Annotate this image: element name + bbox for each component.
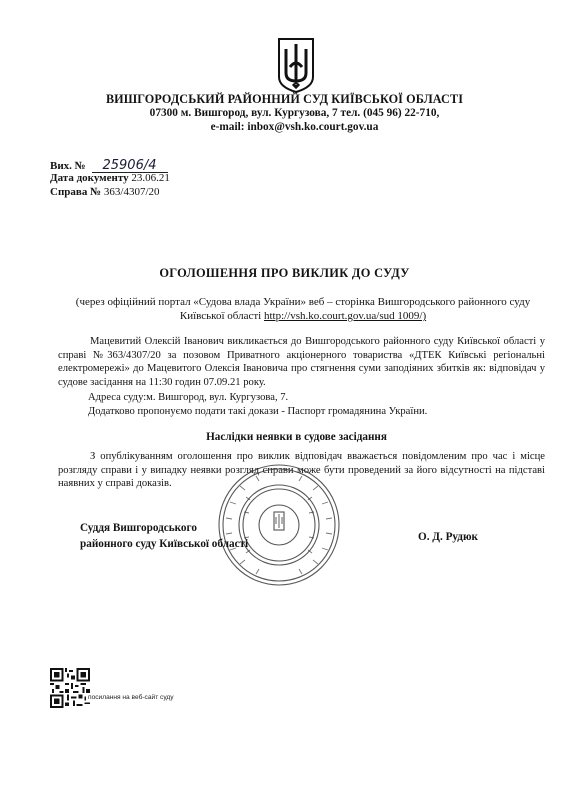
qr-code-icon[interactable] — [50, 668, 90, 708]
judge-title-line1: Суддя Вишгородського — [80, 522, 197, 534]
outgoing-number — [50, 158, 157, 173]
outgoing-number-label: Вих. № — [50, 160, 86, 172]
document-date-label: Дата документу — [50, 172, 129, 184]
consequences-heading: Наслідки неявки в судове засідання — [206, 431, 387, 443]
court-email: e-mail: inbox@vsh.ko.court.gov.ua — [210, 121, 379, 133]
consequences-paragraph: З опублікуванням оголошення про виклик відповідач вважається повідомленим про час і місце розгляду справи і у випадку неявки розгляд справи може бути проведений за його відсутності на підставі наявних у справі доказів. — [58, 451, 545, 490]
document-title: ОГОЛОШЕННЯ ПРО ВИКЛИК ДО СУДУ — [159, 266, 410, 280]
document-date — [50, 172, 170, 184]
portal-note-text: (через офіційний портал «Судова влада України» веб – сторінка Вишгородського районного суду Київської області — [75, 296, 531, 322]
case-number-value: 363/4307/20 — [103, 186, 160, 198]
judge-name: О. Д. Рудюк — [418, 531, 478, 543]
judge-title-line2: районного суду Київської області — [80, 538, 249, 550]
document-date-value: 23.06.21 — [131, 172, 170, 184]
court-address: 07300 м. Вишгород, вул. Кургузова, 7 тел. (045 96) 22-710, — [149, 107, 440, 119]
evidence-paragraph: Додатково пропонуємо подати такі докази - Паспорт громадянина України. — [88, 406, 428, 417]
summons-paragraph: Мацевитий Олексій Іванович викликається до Вишгородського районного суду Київської області у справі №363/4307/20 за позовом Приватного акціонерного товариства «ДТЕК Київські регіональні електромережі» до Мацевитого Олексія Івановича про стягнення суми заподіяних збитків як: відповідач у судове засідання на 11:30 годин 07.09.21 року. — [58, 336, 545, 388]
court-website-link[interactable]: http://vsh.ko.court.gov.ua/sud 1009/) — [263, 310, 427, 322]
case-number — [50, 186, 160, 198]
case-number-label: Справа № — [50, 186, 102, 198]
qr-caption: посилання на веб-сайт суду — [88, 694, 174, 701]
ukraine-trident-icon — [276, 37, 316, 93]
court-name: ВИШГОРОДСЬКИЙ РАЙОННИЙ СУД КИЇВСЬКОЇ ОБЛАСТІ — [105, 92, 464, 106]
portal-note — [58, 295, 548, 323]
outgoing-number-handwritten: 25906/4 — [102, 158, 157, 173]
judge-title — [80, 520, 248, 552]
court-address-paragraph: Адреса суду:м. Вишгород, вул. Кургузова, 7. — [88, 392, 289, 403]
